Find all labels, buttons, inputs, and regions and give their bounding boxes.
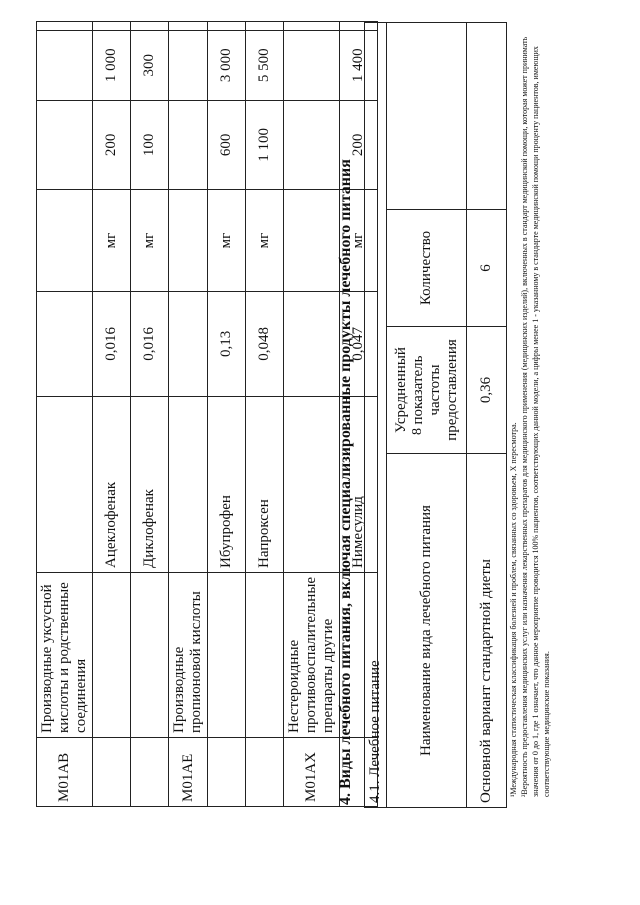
drug-empty-cell bbox=[284, 22, 340, 31]
drug-ddd: 0,048 bbox=[246, 292, 284, 397]
drug-table-row bbox=[93, 22, 131, 807]
drug-code bbox=[246, 737, 284, 806]
drug-code bbox=[93, 737, 131, 806]
drug-ddd bbox=[169, 292, 208, 397]
drug-quantity: 5 500 bbox=[246, 31, 284, 101]
drug-table-row bbox=[37, 22, 93, 807]
section-heading: 4. Виды лечебного питания, включая специализированные продукты лечебного питания bbox=[337, 159, 354, 805]
page-number: 8 bbox=[410, 428, 425, 435]
drug-name: Нимесулид bbox=[340, 396, 378, 572]
drug-table bbox=[36, 21, 378, 807]
drug-empty-cell bbox=[131, 22, 169, 31]
drug-quantity: 300 bbox=[131, 31, 169, 101]
drug-code: M01AB bbox=[37, 737, 93, 806]
drug-code bbox=[131, 737, 169, 806]
nutrition-subheading: 4.1. Лечебное питание bbox=[365, 23, 387, 808]
drug-ddd bbox=[37, 292, 93, 397]
footnotes bbox=[508, 22, 552, 797]
drug-quantity: 1 400 bbox=[340, 31, 378, 101]
drug-empty-cell bbox=[37, 22, 93, 31]
drug-code: M01AE bbox=[169, 737, 208, 806]
drug-quantity bbox=[37, 31, 93, 101]
drug-group: Нестероидные противовоспалительные препараты другие bbox=[284, 572, 340, 737]
drug-ddd: 0,016 bbox=[93, 292, 131, 397]
diet-empty bbox=[467, 23, 507, 210]
drug-name: Диклофенак bbox=[131, 396, 169, 572]
header-quantity: Количество bbox=[387, 210, 467, 327]
drug-name bbox=[169, 396, 208, 572]
drug-code: M01AX bbox=[284, 737, 340, 806]
nutrition-subheading-row bbox=[365, 23, 387, 808]
drug-ekd bbox=[284, 100, 340, 190]
header-frequency: Усредненный показатель частоты предоставления bbox=[387, 327, 467, 454]
drug-quantity: 1 000 bbox=[93, 31, 131, 101]
drug-table-row bbox=[208, 22, 246, 807]
drug-name: Ибупрофен bbox=[208, 396, 246, 572]
drug-group bbox=[208, 572, 246, 737]
nutrition-row bbox=[467, 23, 507, 808]
footnote-2: ²Вероятность предоставления медицинских услуг или назначения лекарственных препаратов для медицинского применения (медицинских изделий), включенных в стандарт медицинской помощи, которая может принимать значения от 0 до 1, где 1 означает, что данное мероприятие проводится 100% пациентов, соответствующих данной модели, а цифры менее 1 - указанному в стандарте медицинской помощи проценту пациентов, имеющих соответствующие медицинские показания. bbox=[520, 36, 551, 797]
drug-unit: мг bbox=[246, 190, 284, 292]
drug-empty-cell bbox=[169, 22, 208, 31]
drug-ddd: 0,13 bbox=[208, 292, 246, 397]
drug-empty-cell bbox=[246, 22, 284, 31]
drug-quantity bbox=[284, 31, 340, 101]
nutrition-header-row bbox=[387, 23, 467, 808]
drug-name bbox=[284, 396, 340, 572]
drug-empty-cell bbox=[208, 22, 246, 31]
drug-unit bbox=[284, 190, 340, 292]
drug-group: Производные пропионовой кислоты bbox=[169, 572, 208, 737]
drug-table-row bbox=[284, 22, 340, 807]
drug-unit: мг bbox=[208, 190, 246, 292]
drug-unit bbox=[37, 190, 93, 292]
drug-table-row bbox=[169, 22, 208, 807]
drug-unit bbox=[169, 190, 208, 292]
diet-name: Основной вариант стандартной диеты bbox=[467, 454, 507, 808]
drug-ddd bbox=[284, 292, 340, 397]
drug-ekd: 1 100 bbox=[246, 100, 284, 190]
drug-ekd bbox=[37, 100, 93, 190]
header-empty bbox=[387, 23, 467, 210]
drug-ekd: 100 bbox=[131, 100, 169, 190]
drug-name: Ацеклофенак bbox=[93, 396, 131, 572]
drug-ddd: 0,047 bbox=[340, 292, 378, 397]
drug-ekd bbox=[169, 100, 208, 190]
drug-ekd: 200 bbox=[93, 100, 131, 190]
drug-unit: мг bbox=[340, 190, 378, 292]
drug-quantity bbox=[169, 31, 208, 101]
diet-quantity: 6 bbox=[467, 210, 507, 327]
drug-empty-cell bbox=[93, 22, 131, 31]
footnote-1: ¹Международная статистическая классификация болезней и проблем, связанных со здоровьем, X пересмотра. bbox=[509, 422, 518, 797]
drug-group bbox=[131, 572, 169, 737]
drug-table-body bbox=[37, 22, 378, 807]
diet-frequency: 0,36 bbox=[467, 327, 507, 454]
drug-group bbox=[93, 572, 131, 737]
drug-ddd: 0,016 bbox=[131, 292, 169, 397]
drug-quantity: 3 000 bbox=[208, 31, 246, 101]
drug-code bbox=[208, 737, 246, 806]
drug-name: Напроксен bbox=[246, 396, 284, 572]
drug-group: Производные уксусной кислоты и родственные соединения bbox=[37, 572, 93, 737]
nutrition-table bbox=[364, 22, 507, 808]
drug-unit: мг bbox=[93, 190, 131, 292]
drug-group bbox=[246, 572, 284, 737]
drug-name bbox=[37, 396, 93, 572]
drug-table-row bbox=[131, 22, 169, 807]
drug-unit: мг bbox=[131, 190, 169, 292]
drug-ekd: 200 bbox=[340, 100, 378, 190]
drug-ekd: 600 bbox=[208, 100, 246, 190]
drug-table-row bbox=[246, 22, 284, 807]
header-name: Наименование вида лечебного питания bbox=[387, 454, 467, 808]
